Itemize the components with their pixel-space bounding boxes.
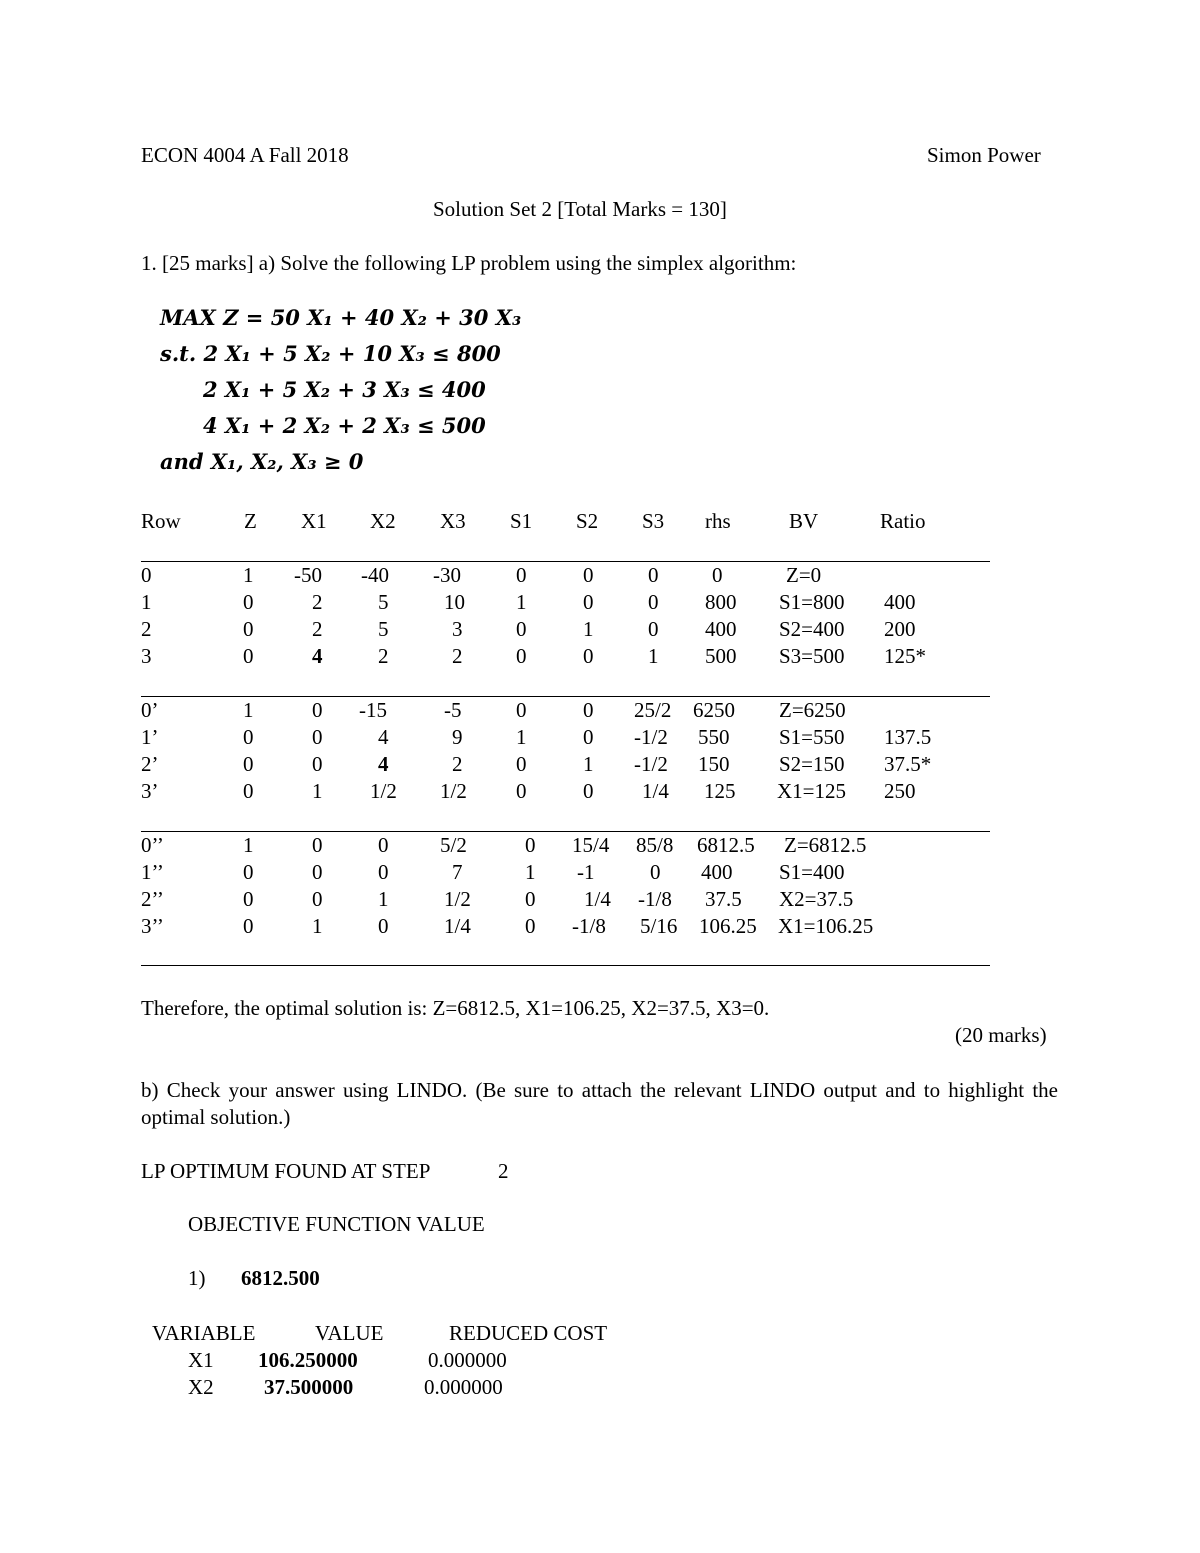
table-cell: Z=6812.5 xyxy=(784,833,867,857)
table-cell: 0 xyxy=(648,563,659,587)
table-cell: 400 xyxy=(884,590,916,614)
table-cell: 0 xyxy=(243,779,254,803)
table-row xyxy=(0,860,1200,887)
lindo-header-value: VALUE xyxy=(315,1321,384,1345)
table-row xyxy=(0,914,1200,941)
lindo-reduced-cost: 0.000000 xyxy=(424,1375,503,1399)
table-cell: 1 xyxy=(243,563,254,587)
table-cell: X2=37.5 xyxy=(779,887,854,911)
table-cell: 125 xyxy=(704,779,736,803)
table-cell: 1 xyxy=(516,725,527,749)
table-cell: 2 xyxy=(452,752,463,776)
table-cell: 9 xyxy=(452,725,463,749)
table-cell: 0’ xyxy=(141,698,159,722)
table-cell: 0 xyxy=(378,914,389,938)
table-cell: S1=800 xyxy=(779,590,845,614)
table-cell: 1/2 xyxy=(444,887,471,911)
table-cell: S2=400 xyxy=(779,617,845,641)
table-cell: 1 xyxy=(312,779,323,803)
table-cell: 0 xyxy=(243,617,254,641)
table-cell: 25/2 xyxy=(634,698,672,722)
table-cell: 0 xyxy=(312,833,323,857)
table-cell: 7 xyxy=(452,860,463,884)
objective-line: MAX Z = 50 X₁ + 40 X₂ + 30 X₃ xyxy=(160,305,522,330)
table-cell: 3 xyxy=(141,644,152,668)
table-row xyxy=(0,698,1200,725)
table-cell: 1 xyxy=(378,887,389,911)
table-cell: 500 xyxy=(705,644,737,668)
pivot-element: 4 xyxy=(378,752,389,776)
table-cell: 0 xyxy=(141,563,152,587)
table-cell: 1 xyxy=(525,860,536,884)
table-header-row xyxy=(0,509,1200,536)
table-cell: 2’’ xyxy=(141,887,164,911)
table-cell: 1’ xyxy=(141,725,159,749)
table-cell: 1 xyxy=(583,617,594,641)
lindo-value: 106.250000 xyxy=(258,1348,358,1372)
lindo-step-value: 2 xyxy=(498,1159,509,1183)
table-cell: -1/2 xyxy=(634,725,668,749)
table-cell: 0 xyxy=(583,779,594,803)
table-cell: -30 xyxy=(433,563,461,587)
table-cell: 1/2 xyxy=(370,779,397,803)
header-cell: Z xyxy=(244,509,257,533)
table-cell: 2 xyxy=(312,590,323,614)
table-cell: 3 xyxy=(452,617,463,641)
table-cell: 0 xyxy=(243,860,254,884)
table-cell: 2’ xyxy=(141,752,159,776)
table-cell: -5 xyxy=(444,698,462,722)
header-cell: Row xyxy=(141,509,181,533)
table-cell: 0 xyxy=(525,833,536,857)
table-cell: 0 xyxy=(525,914,536,938)
table-divider xyxy=(141,696,990,697)
header-cell: S1 xyxy=(510,509,533,533)
table-cell: 6812.5 xyxy=(697,833,755,857)
table-cell: 0 xyxy=(243,590,254,614)
table-cell: 0 xyxy=(312,698,323,722)
table-cell: 15/4 xyxy=(572,833,610,857)
table-cell: 800 xyxy=(705,590,737,614)
objective-row-label: 1) xyxy=(188,1266,206,1290)
table-cell: 0 xyxy=(312,887,323,911)
table-row xyxy=(0,563,1200,590)
table-cell: 4 xyxy=(378,725,389,749)
header-cell: BV xyxy=(789,509,819,533)
table-cell: 200 xyxy=(884,617,916,641)
author-header: Simon Power xyxy=(927,143,1041,167)
table-cell: 10 xyxy=(444,590,465,614)
table-cell: 137.5 xyxy=(884,725,932,749)
table-cell: -15 xyxy=(359,698,387,722)
table-cell: 0 xyxy=(243,752,254,776)
table-cell: 0 xyxy=(583,698,594,722)
table-cell: 5/16 xyxy=(640,914,678,938)
lindo-optimum-label: LP OPTIMUM FOUND AT STEP xyxy=(141,1159,431,1183)
table-row xyxy=(0,725,1200,752)
table-cell: 5/2 xyxy=(440,833,467,857)
table-cell: 0 xyxy=(516,779,527,803)
table-cell: 0 xyxy=(648,617,659,641)
header-cell: X3 xyxy=(440,509,466,533)
constraint-line-1: s.t. 2 X₁ + 5 X₂ + 10 X₃ ≤ 800 xyxy=(160,341,501,366)
table-cell: 106.25 xyxy=(699,914,757,938)
table-cell: Z=6250 xyxy=(779,698,846,722)
table-cell: 0 xyxy=(516,617,527,641)
table-cell: 2 xyxy=(452,644,463,668)
table-cell: 0 xyxy=(516,563,527,587)
lindo-header-reduced-cost: REDUCED COST xyxy=(449,1321,608,1345)
table-cell: 5 xyxy=(378,617,389,641)
table-cell: 0 xyxy=(243,644,254,668)
header-cell: X1 xyxy=(301,509,327,533)
part-b-prompt: b) Check your answer using LINDO. (Be sure to attach the relevant LINDO output and to highlight the optimal solution.) xyxy=(141,1078,1058,1129)
table-cell: 2 xyxy=(141,617,152,641)
table-cell: S1=550 xyxy=(779,725,845,749)
table-cell: 125* xyxy=(884,644,926,668)
table-cell: 5 xyxy=(378,590,389,614)
table-cell: 0 xyxy=(583,725,594,749)
objective-value: 6812.500 xyxy=(241,1266,320,1290)
header-cell: X2 xyxy=(370,509,396,533)
lindo-variable: X1 xyxy=(188,1348,214,1372)
table-cell: 400 xyxy=(705,617,737,641)
table-cell: 0 xyxy=(378,860,389,884)
table-row xyxy=(0,644,1200,671)
table-cell: 0 xyxy=(583,644,594,668)
lindo-variable: X2 xyxy=(188,1375,214,1399)
table-cell: 0 xyxy=(312,725,323,749)
table-cell: Z=0 xyxy=(786,563,822,587)
header-cell: rhs xyxy=(705,509,731,533)
table-cell: 1/4 xyxy=(444,914,471,938)
marks-label: (20 marks) xyxy=(955,1023,1047,1047)
table-cell: 0 xyxy=(583,563,594,587)
page-title: Solution Set 2 [Total Marks = 130] xyxy=(433,197,727,221)
table-cell: -1/2 xyxy=(634,752,668,776)
table-cell: -1/8 xyxy=(572,914,606,938)
table-cell: 1 xyxy=(141,590,152,614)
table-cell: 37.5 xyxy=(705,887,742,911)
table-cell: 1 xyxy=(583,752,594,776)
table-cell: S2=150 xyxy=(779,752,845,776)
pivot-element: 4 xyxy=(312,644,323,668)
table-cell: -1 xyxy=(577,860,595,884)
table-row xyxy=(0,617,1200,644)
table-cell: 1 xyxy=(648,644,659,668)
header-cell: Ratio xyxy=(880,509,926,533)
table-cell: 1/4 xyxy=(584,887,611,911)
lindo-value: 37.500000 xyxy=(264,1375,354,1399)
table-cell: 0 xyxy=(378,833,389,857)
table-cell: 0 xyxy=(648,590,659,614)
table-cell: 400 xyxy=(701,860,733,884)
table-row xyxy=(0,833,1200,860)
table-cell: 1/4 xyxy=(642,779,669,803)
table-cell: 0 xyxy=(243,914,254,938)
table-cell: 6250 xyxy=(693,698,735,722)
question-prompt: 1. [25 marks] a) Solve the following LP problem using the simplex algorithm: xyxy=(141,251,797,275)
table-cell: 1/2 xyxy=(440,779,467,803)
table-divider xyxy=(141,561,990,562)
table-cell: -1/8 xyxy=(638,887,672,911)
constraint-line-3: 4 X₁ + 2 X₂ + 2 X₃ ≤ 500 xyxy=(203,413,486,438)
table-cell: 250 xyxy=(884,779,916,803)
table-cell: 0 xyxy=(583,590,594,614)
header-cell: S3 xyxy=(642,509,665,533)
table-row xyxy=(0,752,1200,779)
table-cell: 0 xyxy=(650,860,661,884)
table-cell: 550 xyxy=(698,725,730,749)
table-cell: 0 xyxy=(312,860,323,884)
objective-function-label: OBJECTIVE FUNCTION VALUE xyxy=(188,1212,485,1236)
table-cell: 1 xyxy=(312,914,323,938)
course-header: ECON 4004 A Fall 2018 xyxy=(141,143,349,167)
header-cell: S2 xyxy=(576,509,599,533)
table-cell: 0 xyxy=(243,725,254,749)
table-cell: 0 xyxy=(525,887,536,911)
table-cell: 0 xyxy=(243,887,254,911)
nonnegativity-line: and X₁, X₂, X₃ ≥ 0 xyxy=(160,449,364,474)
table-cell: -40 xyxy=(361,563,389,587)
table-cell: 0 xyxy=(516,698,527,722)
table-cell: 3’ xyxy=(141,779,159,803)
table-cell: 1 xyxy=(243,833,254,857)
table-cell: -50 xyxy=(294,563,322,587)
table-cell: 37.5* xyxy=(884,752,932,776)
table-cell: 2 xyxy=(312,617,323,641)
table-cell: 0 xyxy=(712,563,723,587)
table-cell: 2 xyxy=(378,644,389,668)
lindo-reduced-cost: 0.000000 xyxy=(428,1348,507,1372)
table-cell: 85/8 xyxy=(636,833,674,857)
table-cell: X1=106.25 xyxy=(778,914,874,938)
table-cell: 0 xyxy=(516,752,527,776)
lindo-header-variable: VARIABLE xyxy=(152,1321,256,1345)
table-cell: 0 xyxy=(312,752,323,776)
conclusion-text: Therefore, the optimal solution is: Z=6812.5, X1=106.25, X2=37.5, X3=0. xyxy=(141,996,770,1020)
table-cell: 0’’ xyxy=(141,833,164,857)
constraint-line-2: 2 X₁ + 5 X₂ + 3 X₃ ≤ 400 xyxy=(203,377,486,402)
table-cell: 0 xyxy=(516,644,527,668)
table-cell: 3’’ xyxy=(141,914,164,938)
table-divider xyxy=(141,965,990,966)
table-row xyxy=(0,590,1200,617)
table-cell: S3=500 xyxy=(779,644,845,668)
table-cell: X1=125 xyxy=(777,779,847,803)
table-cell: 1’’ xyxy=(141,860,164,884)
table-row xyxy=(0,779,1200,806)
table-cell: 1 xyxy=(516,590,527,614)
table-cell: 150 xyxy=(698,752,730,776)
table-divider xyxy=(141,831,990,832)
table-cell: 1 xyxy=(243,698,254,722)
table-row xyxy=(0,887,1200,914)
table-cell: S1=400 xyxy=(779,860,845,884)
